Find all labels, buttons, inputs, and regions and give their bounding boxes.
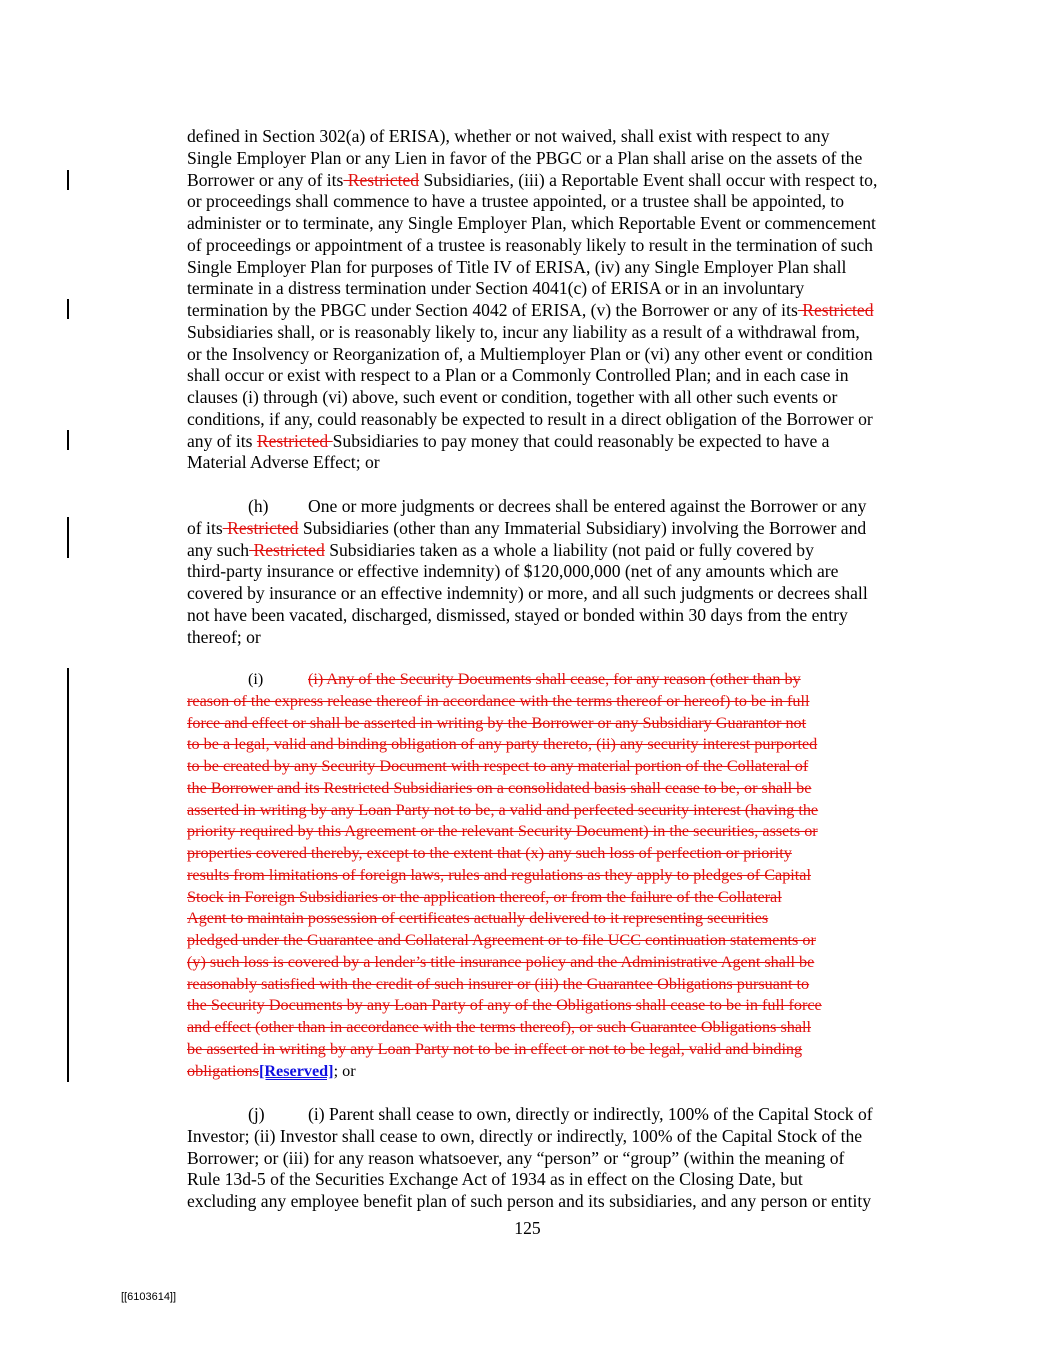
text-line [187, 713, 935, 735]
text-line [187, 908, 935, 930]
body-text: Subsidiaries (other than any Immaterial Subsidiary) involving the Borrower and [298, 517, 867, 538]
text-line [187, 409, 935, 431]
body-text: covered by insurance or an effective indemnity) or more, and all such judgments or decrees shall [187, 583, 868, 603]
text-line [187, 540, 935, 562]
deleted-text: to be a legal, valid and binding obligation of any party thereto, (ii) any security interest purported [187, 735, 818, 754]
deleted-text: priority required by this Agreement or the relevant Security Document) in the securities, assets or [187, 822, 818, 841]
deleted-text: pledged under the Guarantee and Collateral Agreement or to file UCC continuation statements or [187, 931, 816, 949]
body-text: or proceedings shall commence to have a trustee appointed, or a trustee shall be appointed, to [187, 191, 845, 212]
text-line [187, 1148, 935, 1170]
body-text: Single Employer Plan or any Lien in favor of the PBGC or a Plan shall arise on the assets of the [187, 147, 863, 168]
body-text: of its [187, 517, 223, 538]
body-text: Investor; (ii) Investor shall cease to own, directly or indirectly, 100% of the Capital Stock of the [187, 1125, 863, 1146]
text-line [187, 605, 935, 627]
deleted-text: (y) such loss is covered by a lender’s title insurance policy and the Administrative Agent shall be [187, 952, 815, 971]
deleted-text: and effect (other than in accordance with the terms thereof), or such Guarantee Obligations shall [187, 1018, 812, 1036]
body-text: any of its [187, 430, 257, 451]
deleted-text: Restricted [256, 430, 333, 451]
text-line [187, 344, 935, 366]
body-text: clauses (i) through (vi) above, such event or condition, together with all other such events or [187, 387, 838, 407]
text-line [187, 365, 935, 387]
body-text: Rule 13d-5 of the Securities Exchange Act of 1934 as in effect on the Closing Date, but [187, 1169, 803, 1190]
text-line [187, 431, 935, 453]
body-text: (i) Parent shall cease to own, directly or indirectly, 100% of the Capital Stock of [308, 1104, 873, 1124]
body-text: of proceedings or appointment of a trustee is reasonably likely to result in the termination of such [187, 234, 873, 255]
text-line [187, 669, 935, 691]
text-line [187, 1017, 935, 1039]
deleted-text: Restricted [797, 300, 874, 320]
body-text: thereof; or [187, 626, 261, 647]
deleted-text: the Security Documents by any Loan Party of any of the Obligations shall cease to be in full force [187, 996, 822, 1015]
text-line [187, 974, 935, 996]
deleted-text: to be created by any Security Document with respect to any material portion of the Collateral of [187, 757, 809, 775]
text-line [187, 452, 935, 474]
text-line [187, 1061, 935, 1083]
text-line [187, 1126, 935, 1148]
text-line [187, 213, 935, 235]
inserted-text: [Reserved] [258, 1061, 334, 1080]
body-text: Subsidiaries, (iii) a Reportable Event shall occur with respect to, [419, 169, 878, 190]
deleted-text: the Borrower and its Restricted Subsidiaries on a consolidated basis shall cease to be, or shall be [187, 778, 812, 797]
text-line [187, 691, 935, 713]
clause-label: (j) [248, 1104, 265, 1124]
body-text: not have been vacated, discharged, dismissed, stayed or bonded within 30 days from the entry [187, 604, 848, 625]
deleted-text: Stock in Foreign Subsidiaries or the application thereof, or from the failure of the Collateral [187, 887, 782, 906]
deleted-text: force and effect or shall be asserted in writing by the Borrower or any Subsidiary Guarantor not [187, 713, 807, 732]
text-line [187, 1169, 935, 1191]
body-text: excluding any employee benefit plan of such person and its subsidiaries, and any person or entity [187, 1191, 872, 1211]
clause-label: (i) [248, 670, 264, 688]
deleted-text: Restricted [343, 169, 420, 190]
deleted-text: obligations [187, 1061, 259, 1080]
text-line [187, 583, 935, 605]
deleted-text: properties covered thereby, except to the extent that (x) any such loss of perfection or priority [187, 844, 792, 862]
body-text: ; or [333, 1061, 356, 1080]
deleted-text: (i) Any of the Security Documents shall cease, for any reason (other than by [308, 670, 801, 688]
text-line [187, 191, 935, 213]
body-text: termination by the PBGC under Section 4042 of ERISA, (v) the Borrower or any of its [187, 300, 798, 320]
text-line [187, 257, 935, 279]
body-text: or the Insolvency or Reorganization of, a Multiemployer Plan or (vi) any other event or condition [187, 343, 873, 364]
text-line [187, 148, 935, 170]
body-text: shall occur or exist with respect to a Plan or a Commonly Controlled Plan; and in each case in [187, 365, 849, 386]
text-line [187, 126, 935, 148]
body-text: One or more judgments or decrees shall be entered against the Borrower or any [308, 496, 867, 516]
clause-label: (h) [248, 496, 269, 516]
deleted-text: results from limitations of foreign laws, rules and regulations as they apply to pledges of Capital [187, 865, 811, 884]
paragraph-h [187, 496, 935, 648]
body-text: Subsidiaries taken as a whole a liability (not paid or fully covered by [324, 539, 814, 560]
body-text: Subsidiaries shall, or is reasonably likely to, incur any liability as a result of a withdrawal from, [187, 321, 860, 342]
text-line [187, 800, 935, 822]
paragraph-g [187, 126, 935, 474]
change-bar [67, 517, 69, 558]
text-line [187, 235, 935, 257]
paragraph-j [187, 1104, 935, 1213]
deleted-text: Restricted [249, 539, 325, 560]
deleted-text: asserted in writing by any Loan Party not to be, a valid and perfected security interest (having the [187, 800, 819, 819]
text-line [187, 322, 935, 344]
deleted-text: Restricted [222, 517, 299, 538]
text-line [187, 1191, 935, 1213]
text-line [187, 930, 935, 952]
text-line [187, 300, 935, 322]
deleted-text: be asserted in writing by any Loan Party not to be in effect or not to be legal, valid and binding [187, 1039, 803, 1058]
body-text: conditions, if any, could reasonably be expected to result in a direct obligation of the Borrower or [187, 408, 873, 429]
body-text: Borrower; or (iii) for any reason whatsoever, any “person” or “group” (within the meaning of [187, 1147, 845, 1168]
page-number: 125 [514, 1218, 541, 1238]
body-text: Single Employer Plan for purposes of Title IV of ERISA, (iv) any Single Employer Plan shall [187, 256, 847, 277]
deleted-text: reasonably satisfied with the credit of such insurer or (iii) the Guarantee Obligations pursuant to [187, 974, 810, 993]
body-text: third-party insurance or effective indemnity) of $120,000,000 (net of any amounts which are [187, 561, 839, 582]
body-text: defined in Section 302(a) of ERISA), whether or not waived, shall exist with respect to any [187, 126, 830, 146]
paragraph-i [187, 669, 935, 1082]
text-line [187, 170, 935, 192]
text-line [187, 952, 935, 974]
text-line [187, 561, 935, 583]
text-line [187, 756, 935, 778]
body-text: terminate in a distress termination under Section 4041(c) of ERISA or in an involuntary [187, 278, 805, 299]
document-id: [[6103614]] [121, 1291, 177, 1303]
text-line [187, 778, 935, 800]
text-line [187, 865, 935, 887]
text-line [187, 496, 935, 518]
text-line [187, 518, 935, 540]
deleted-text: Agent to maintain possession of certificates actually delivered to it representing securities [187, 909, 769, 928]
change-bar [67, 299, 69, 319]
text-line [187, 821, 935, 843]
body-text: any such [187, 539, 250, 560]
text-line [187, 387, 935, 409]
text-line [187, 734, 935, 756]
text-line [187, 843, 935, 865]
deleted-text: reason of the express release thereof in accordance with the terms thereof or hereof) to be in full [187, 691, 810, 710]
body-text: administer or to terminate, any Single Employer Plan, which Reportable Event or commencement [187, 213, 876, 233]
text-line [187, 1104, 935, 1126]
body-text: Borrower or any of its [187, 169, 344, 190]
text-line [187, 627, 935, 649]
body-text: Subsidiaries to pay money that could reasonably be expected to have a [332, 430, 830, 451]
text-line [187, 278, 935, 300]
body-text: Material Adverse Effect; or [187, 452, 380, 473]
text-line [187, 887, 935, 909]
change-bar [67, 430, 69, 450]
change-bar [67, 668, 69, 1082]
text-line [187, 1039, 935, 1061]
text-line [187, 995, 935, 1017]
change-bar [67, 170, 69, 190]
